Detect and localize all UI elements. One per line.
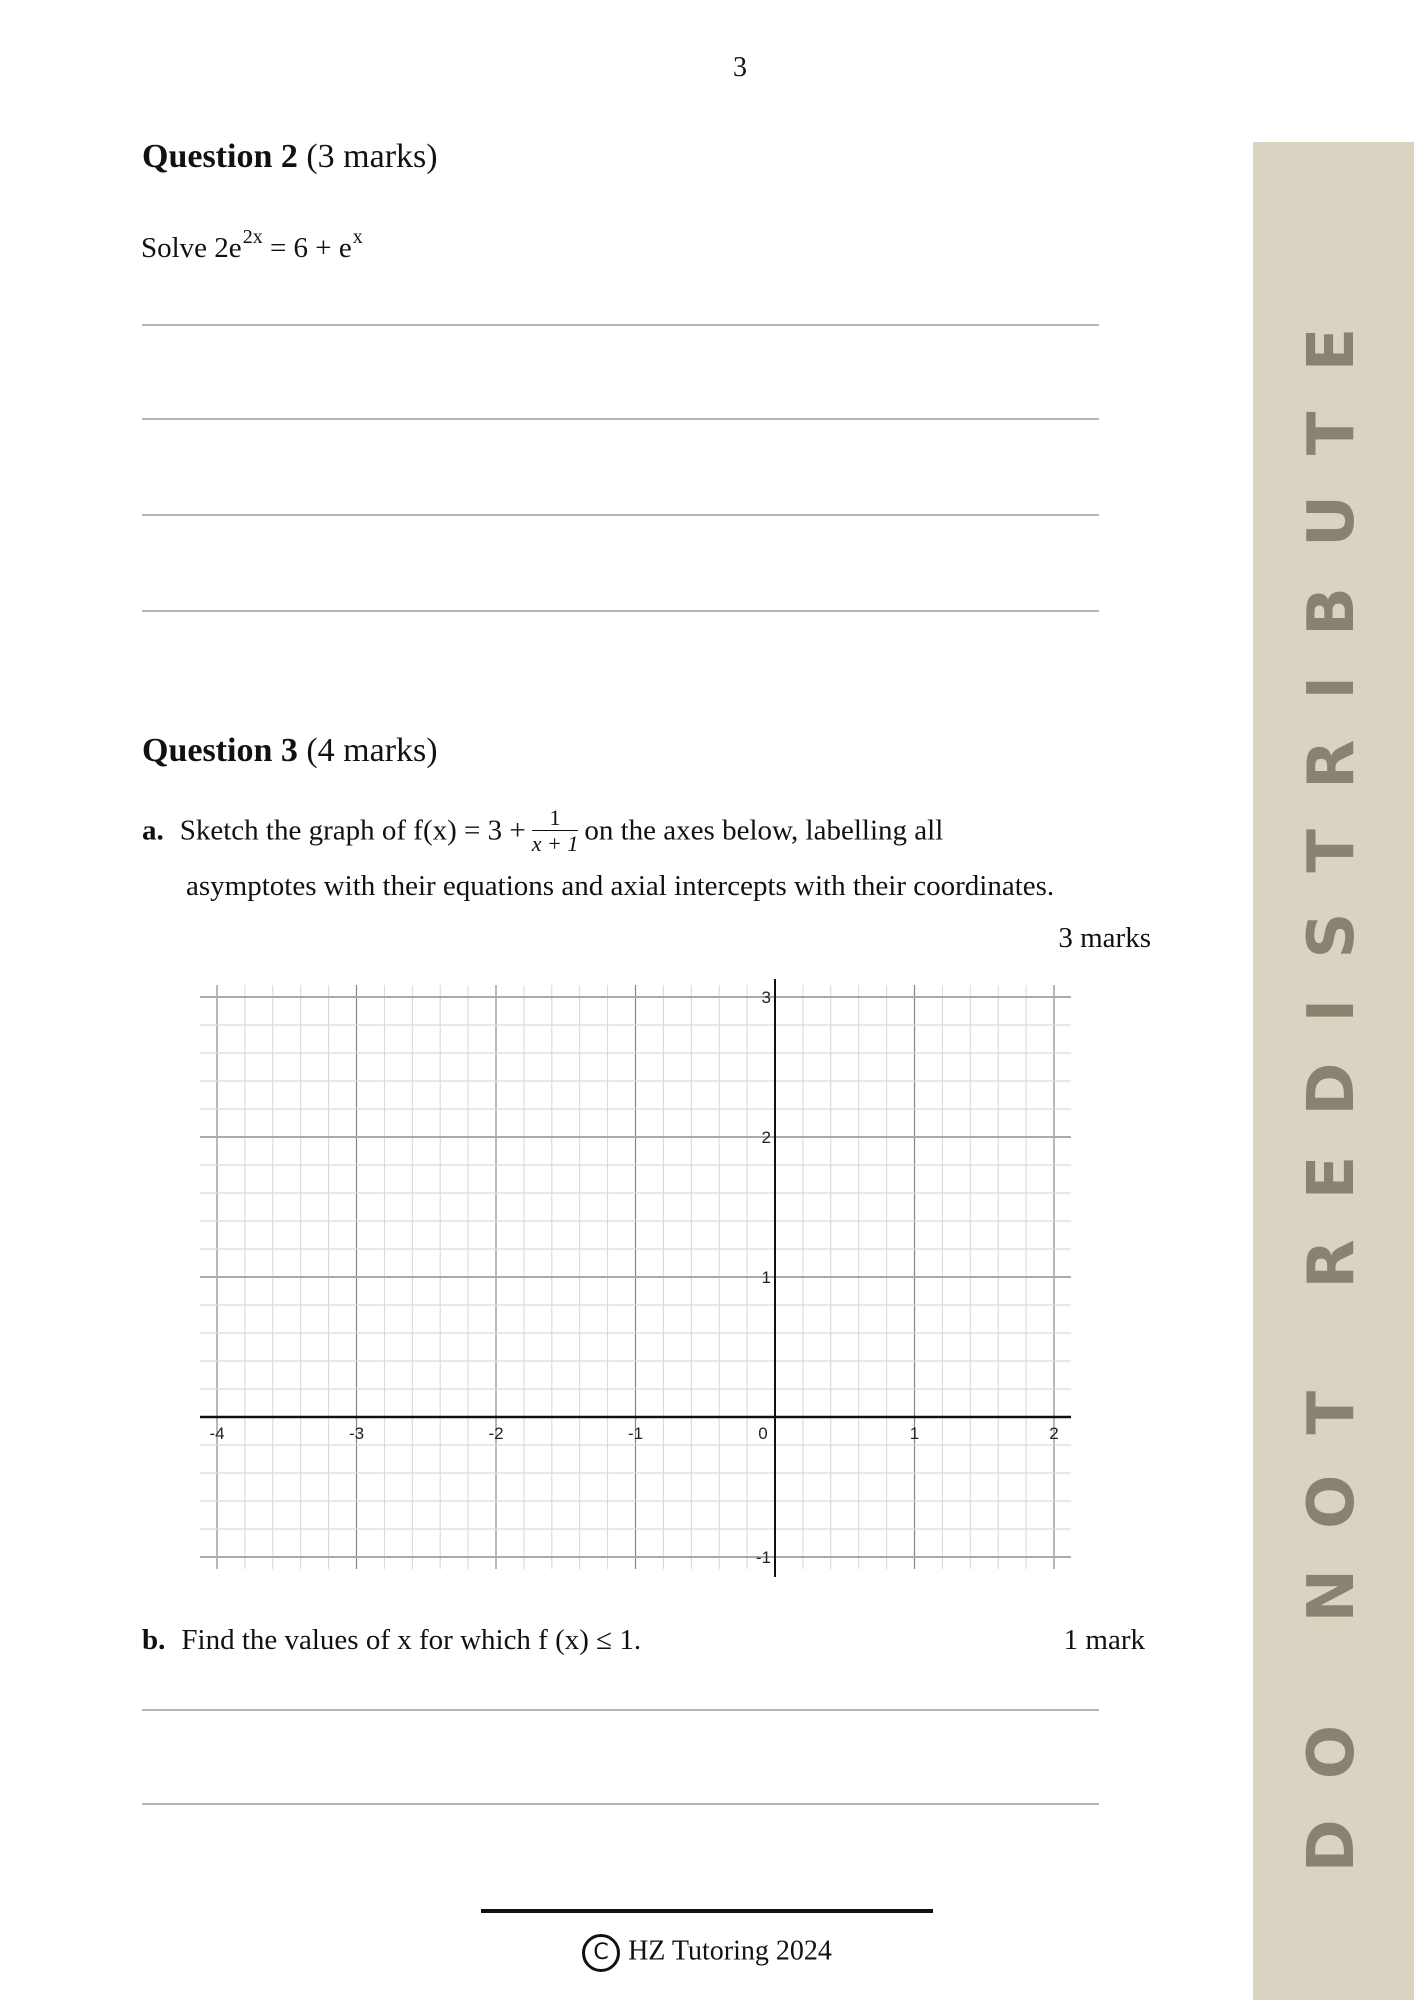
prompt-text: Solve 2e — [141, 232, 242, 264]
exponent: x — [352, 226, 363, 248]
part-b-line — [142, 1626, 641, 1655]
answer-line[interactable] — [142, 610, 1099, 612]
part-b-marks: 1 mark — [1063, 1624, 1145, 1656]
y-tick-label: 2 — [761, 1128, 771, 1147]
footer-rule — [481, 1909, 933, 1913]
part-a-marks: 3 marks — [1058, 922, 1151, 954]
x-tick-label: 2 — [1049, 1424, 1059, 1443]
question-marks: (3 marks) — [306, 138, 438, 175]
part-label: b. — [142, 1624, 166, 1656]
x-tick-label: -4 — [209, 1424, 225, 1443]
y-tick-label: -1 — [755, 1548, 771, 1567]
part-b-text: Find the values of x for which f (x) ≤ 1. — [181, 1624, 642, 1656]
part-a-line2: asymptotes with their equations and axial intercepts with their coordinates. — [186, 870, 1055, 902]
part-a-text: on the axes below, labelling all — [584, 814, 944, 847]
copyright-icon: C — [582, 1934, 620, 1972]
part-a-text: Sketch the graph of f(x) = 3 + — [179, 814, 526, 847]
question-2-heading — [142, 138, 438, 176]
answer-line[interactable] — [142, 1803, 1099, 1805]
question-2-prompt — [141, 226, 363, 264]
footer-text: HZ Tutoring 2024 — [628, 1935, 832, 1967]
answer-line[interactable] — [142, 418, 1099, 420]
answer-line[interactable] — [142, 324, 1099, 326]
fraction-denominator: x + 1 — [531, 831, 579, 857]
exponent: 2x — [242, 226, 263, 248]
prompt-text: = 6 + e — [262, 232, 352, 264]
question-title: Question 3 — [142, 732, 298, 769]
do-not-redistribute-watermark: DO NOT REDISTRIBUTE — [1295, 287, 1369, 1873]
answer-line[interactable] — [142, 1709, 1099, 1711]
question-marks: (4 marks) — [306, 732, 438, 769]
question-title: Question 2 — [142, 138, 298, 175]
answer-line[interactable] — [142, 514, 1099, 516]
x-tick-label: -3 — [348, 1424, 365, 1443]
part-a-line1 — [142, 805, 944, 857]
y-tick-label: 1 — [761, 1268, 771, 1287]
coordinate-grid[interactable] — [190, 975, 1090, 1580]
fraction-numerator: 1 — [532, 806, 579, 831]
y-tick-label: 3 — [761, 988, 771, 1007]
x-tick-label: 1 — [909, 1424, 920, 1443]
x-tick-label: -2 — [488, 1424, 504, 1443]
x-tick-label: -1 — [627, 1424, 644, 1443]
part-label: a. — [142, 814, 164, 847]
footer — [0, 1934, 1414, 1972]
x-tick-label: 0 — [758, 1424, 768, 1443]
page-number: 3 — [733, 52, 747, 83]
question-3-heading — [142, 732, 438, 770]
fraction — [532, 806, 579, 855]
